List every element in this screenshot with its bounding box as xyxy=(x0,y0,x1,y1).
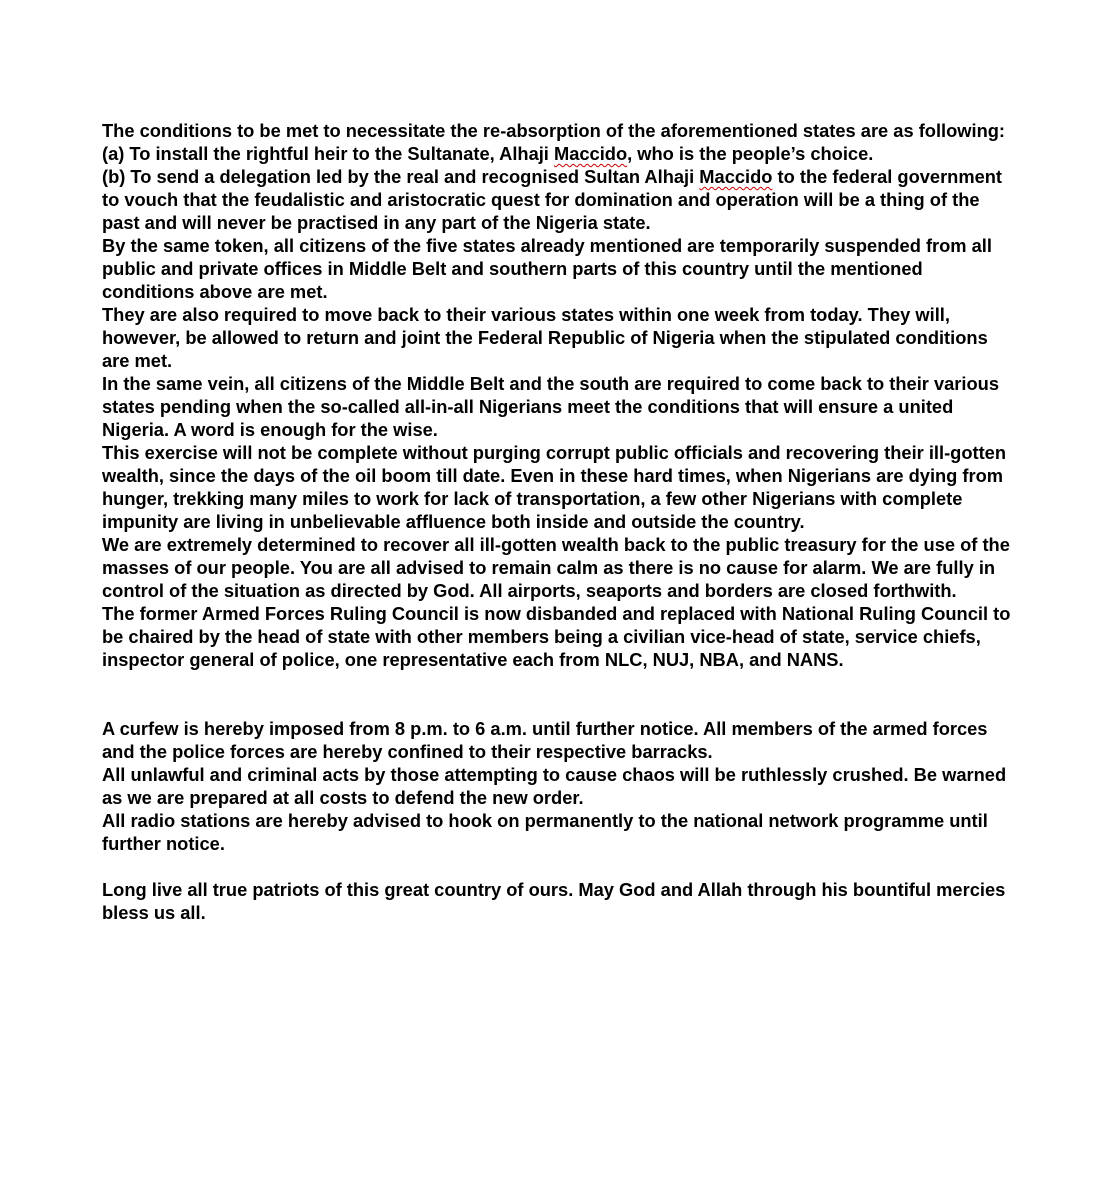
paragraph-conditions: The conditions to be met to necessitate the re-absorption of the aforementioned states are as following: xyxy=(102,120,1006,141)
document-page xyxy=(102,119,1012,924)
paragraph-move-back: They are also required to move back to their various states within one week from today. They will, however, be allowed to return and joint the Federal Republic of Nigeria when the stipulated conditions are met. xyxy=(102,304,988,371)
condition-a-text-after: , who is the people’s choice. xyxy=(627,143,874,164)
paragraph-condition-a xyxy=(102,142,1012,165)
spellcheck-flagged-word: Maccido xyxy=(699,166,773,187)
paragraph-closing: Long live all true patriots of this great country of ours. May God and Allah through his bountiful mercies bless us all. xyxy=(102,879,1006,923)
condition-b-text-after: to the federal government to vouch that the feudalistic and aristocratic quest for domination and operation will be a thing of the past and will never be practised in any part of the Nigeria state. xyxy=(102,166,1003,233)
paragraph-recovery: We are extremely determined to recover all ill-gotten wealth back to the public treasury for the use of the masses of our people. You are all advised to remain calm as there is no cause for alarm. We are fully in control of the situation as directed by God. All airports, seaports and borders are closed forthwith. xyxy=(102,534,1010,601)
paragraph-ruling-council: The former Armed Forces Ruling Council is now disbanded and replaced with National Ruling Council to be chaired by the head of state with other members being a civilian vice-head of state, service chiefs, inspector general of police, one representative each from NLC, NUJ, NBA, and NANS. xyxy=(102,603,1011,670)
paragraph-unlawful-acts: All unlawful and criminal acts by those attempting to cause chaos will be ruthlessly crushed. Be warned as we are prepared at all costs to defend the new order. xyxy=(102,764,1007,808)
paragraph-radio-stations: All radio stations are hereby advised to hook on permanently to the national network programme until further notice. xyxy=(102,810,988,854)
spellcheck-flagged-word: Maccido xyxy=(553,143,628,164)
condition-a-text-before: (a) To install the rightful heir to the Sultanate, Alhaji xyxy=(102,143,554,164)
paragraph-condition-b xyxy=(102,165,1012,234)
blank-space xyxy=(102,671,1012,717)
condition-b-text-before: (b) To send a delegation led by the real and recognised Sultan Alhaji xyxy=(102,166,700,187)
paragraph-curfew: A curfew is hereby imposed from 8 p.m. to 6 a.m. until further notice. All members of the armed forces and the police forces are hereby confined to their respective barracks. xyxy=(102,718,988,762)
paragraph-purging: This exercise will not be complete without purging corrupt public officials and recovering their ill-gotten wealth, since the days of the oil boom till date. Even in these hard times, when Nigerians are dying from hunger, trekking many miles to work for lack of transportation, a few other Nigerians with complete impunity are living in unbelievable affluence both inside and outside the country. xyxy=(102,442,1007,532)
paragraph-suspension: By the same token, all citizens of the five states already mentioned are temporarily suspended from all public and private offices in Middle Belt and southern parts of this country until the mentioned conditions above are met. xyxy=(102,235,992,302)
blank-space xyxy=(102,855,1012,878)
paragraph-same-vein: In the same vein, all citizens of the Middle Belt and the south are required to come back to their various states pending when the so-called all-in-all Nigerians meet the conditions that will ensure a united Nigeria. A word is enough for the wise. xyxy=(102,373,999,440)
